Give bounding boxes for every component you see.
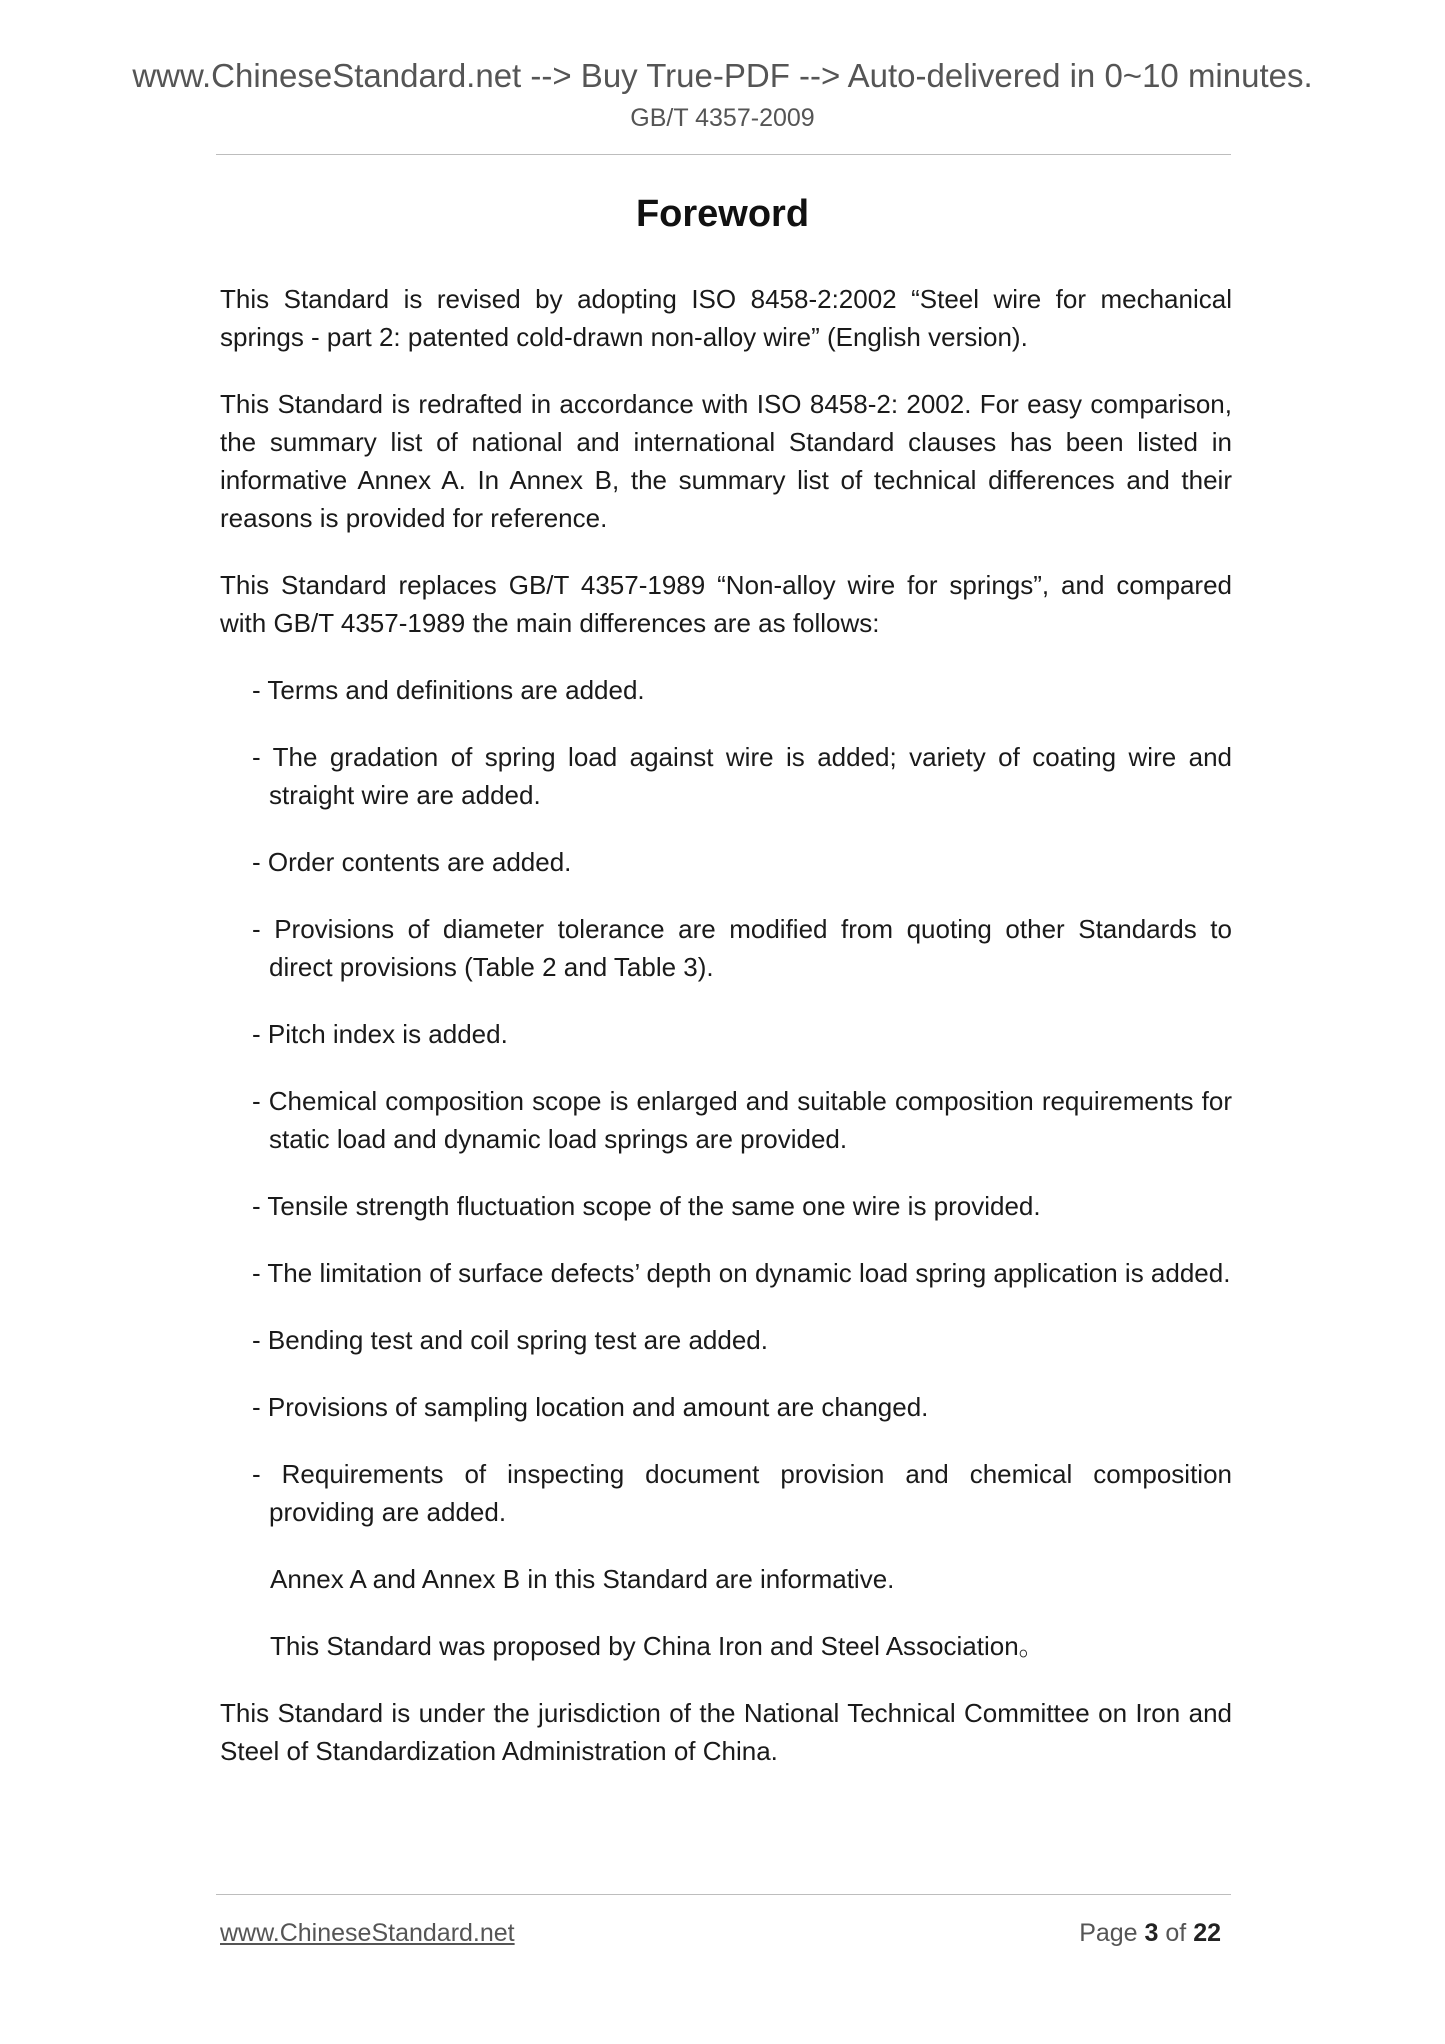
paragraph-replaces: This Standard replaces GB/T 4357-1989 “Non-alloy wire for springs”, and compared with GB/T 4357-1989 the main differences are as follows: bbox=[220, 570, 1232, 638]
list-item: - Terms and definitions are added. bbox=[252, 675, 645, 705]
list-item: - The gradation of spring load against wire is added; variety of coating wire and straight wire are added. bbox=[252, 742, 1232, 810]
page-number-prefix: Page bbox=[1079, 1919, 1145, 1947]
list-item: - Pitch index is added. bbox=[252, 1019, 508, 1049]
note-annex-informative: Annex A and Annex B in this Standard are informative. bbox=[270, 1564, 895, 1594]
page-number-total: 22 bbox=[1193, 1919, 1221, 1947]
list-item: - Tensile strength fluctuation scope of the same one wire is provided. bbox=[252, 1191, 1041, 1221]
page-title: Foreword bbox=[635, 193, 810, 235]
page-number bbox=[1079, 1918, 1221, 1948]
list-item: - Bending test and coil spring test are added. bbox=[252, 1325, 768, 1355]
foreword-body bbox=[220, 280, 1232, 1799]
note-proposed-by: This Standard was proposed by China Iron and Steel Association。 bbox=[270, 1631, 1045, 1661]
paragraph-redrafted: This Standard is redrafted in accordance with ISO 8458-2: 2002. For easy comparison, the summary list of national and international Standard clauses has been listed in informative Annex A. In Annex B, the summary list of technical differences and their reasons is provided for reference. bbox=[220, 389, 1232, 533]
paragraph-adoption: This Standard is revised by adopting ISO 8458-2:2002 “Steel wire for mechanical springs - part 2: patented cold-drawn non-alloy wire” (English version). bbox=[220, 284, 1232, 352]
list-item: - Chemical composition scope is enlarged and suitable composition requirements for static load and dynamic load springs are provided. bbox=[252, 1086, 1232, 1154]
list-item: - Provisions of diameter tolerance are modified from quoting other Standards to direct provisions (Table 2 and Table 3). bbox=[252, 914, 1232, 982]
paragraph-jurisdiction: This Standard is under the jurisdiction of the National Technical Committee on Iron and Steel of Standardization Administration of China. bbox=[220, 1698, 1232, 1766]
footer-website-link[interactable]: www.ChineseStandard.net bbox=[220, 1919, 515, 1947]
differences-list bbox=[220, 671, 1232, 1531]
list-item: - The limitation of surface defects’ depth on dynamic load spring application is added. bbox=[252, 1258, 1231, 1288]
page-number-separator: of bbox=[1158, 1919, 1194, 1947]
page-number-current: 3 bbox=[1144, 1919, 1159, 1947]
list-item: - Order contents are added. bbox=[252, 847, 572, 877]
header-divider bbox=[216, 154, 1231, 155]
list-item: - Provisions of sampling location and amount are changed. bbox=[252, 1392, 929, 1422]
document-code: GB/T 4357-2009 bbox=[630, 104, 815, 132]
footer-divider bbox=[216, 1894, 1231, 1895]
list-item: - Requirements of inspecting document provision and chemical composition providing are added. bbox=[252, 1459, 1232, 1527]
top-banner: www.ChineseStandard.net --> Buy True-PDF --> Auto-delivered in 0~10 minutes. bbox=[132, 57, 1313, 94]
